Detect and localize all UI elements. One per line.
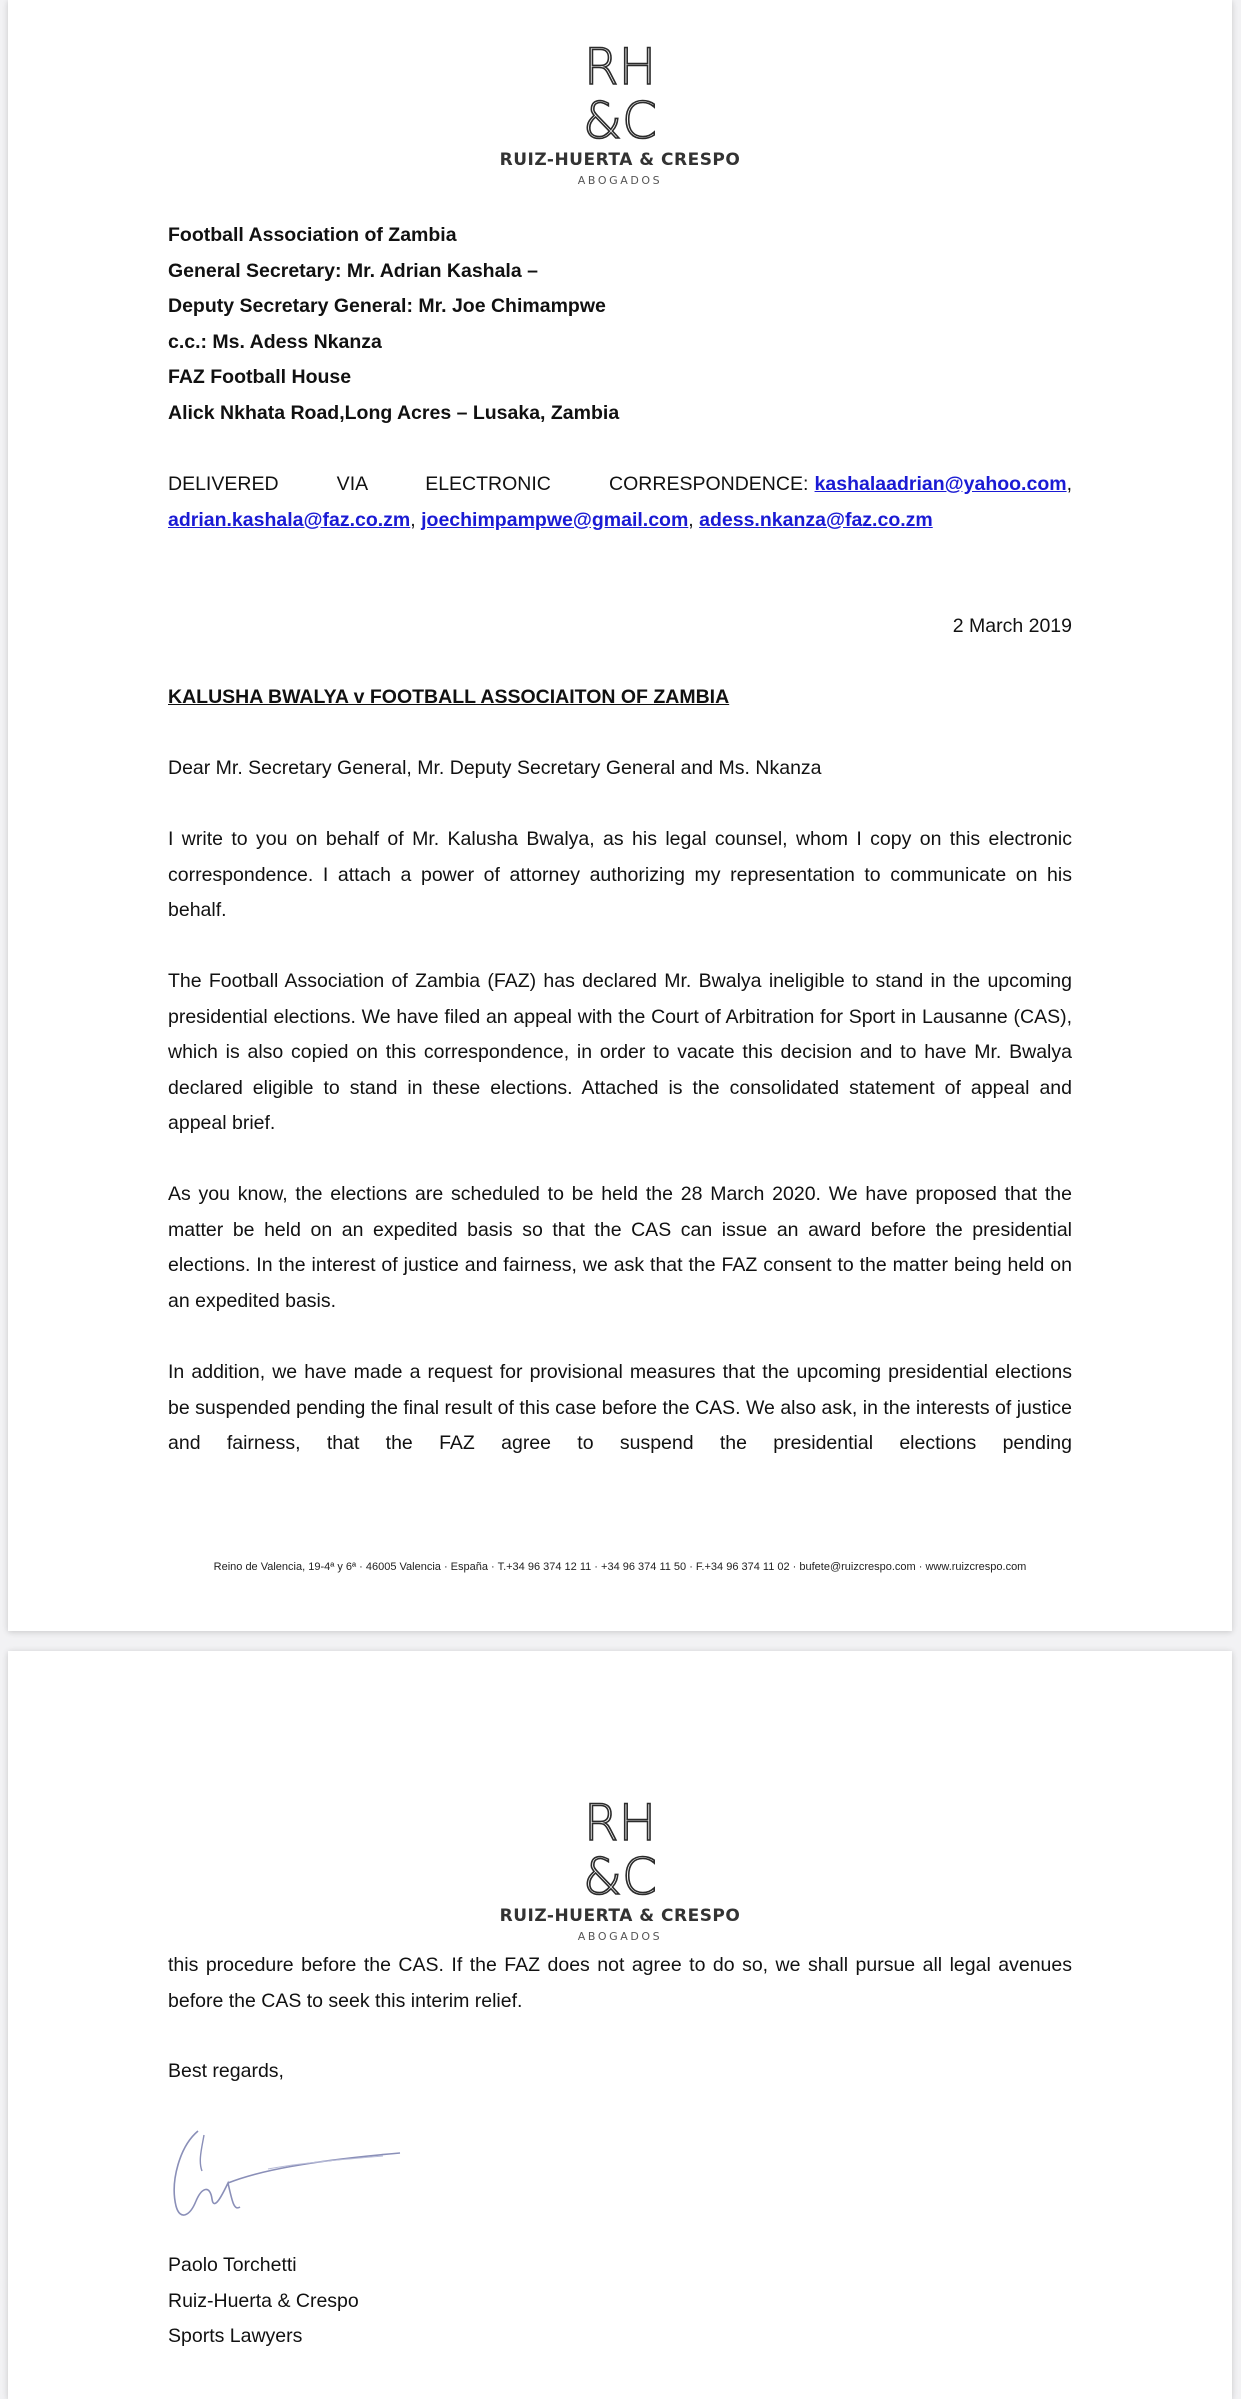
delivery-block: DELIVERED VIA ELECTRONIC CORRESPONDENCE: kashalaadrian@yahoo.com, adrian.kashala@faz.co.zm, joechimpampwe@gmail.com, adess.nkanza@faz.co.zm: [168, 473, 1072, 531]
paragraph-3: As you know, the elections are scheduled to be held the 28 March 2020. We have proposed that the matter be held on an expedited basis so that the CAS can issue an award before the presidential elections. In the interest of justice and fairness, we ask that the FAZ consent to the matter being held on an expedited basis.: [168, 1183, 1072, 1312]
delivery-label: DELIVERED VIA ELECTRONIC CORRESPONDENCE:: [168, 473, 809, 495]
handwritten-signature: [168, 2121, 408, 2236]
email-link-kashala-faz[interactable]: adrian.kashala@faz.co.zm: [168, 508, 411, 531]
salutation: Dear Mr. Secretary General, Mr. Deputy Secretary General and Ms. Nkanza: [168, 757, 822, 779]
signatory-name: Paolo Torchetti: [168, 2254, 297, 2276]
signatory-block: [168, 2248, 1072, 2355]
paragraph-2: The Football Association of Zambia (FAZ) has declared Mr. Bwalya ineligible to stand in the upcoming presidential elections. We have filed an appeal with the Court of Arbitration for Sport in Lausanne (CAS), which is also copied on this correspondence, in order to vacate this decision and to have Mr. Bwalya declared eligible to stand in these elections. Attached is the consolidated statement of appeal and appeal brief.: [168, 970, 1072, 1134]
signatory-title: Sports Lawyers: [168, 2325, 303, 2347]
recipient-line: Deputy Secretary General: Mr. Joe Chimampwe: [168, 295, 606, 317]
letterhead-logo: [8, 38, 1232, 187]
letter-subject: [168, 680, 1072, 716]
email-link-chimpampwe[interactable]: joechimpampwe@gmail.com: [421, 508, 689, 531]
recipient-line: Alick Nkhata Road,Long Acres – Lusaka, Zambia: [168, 401, 620, 424]
recipient-line: Football Association of Zambia: [168, 224, 457, 246]
paragraph-1: I write to you on behalf of Mr. Kalusha Bwalya, as his legal counsel, whom I copy on this electronic correspondence. I attach a power of attorney authorizing my representation to communicate on his behalf.: [168, 828, 1072, 921]
svg-text:&C: &C: [583, 1848, 657, 1898]
email-link-nkanza[interactable]: adess.nkanza@faz.co.zm: [699, 508, 933, 531]
subject-text: KALUSHA BWALYA v FOOTBALL ASSOCIAITON OF ZAMBIA: [168, 686, 730, 708]
letter-page-1: [8, 0, 1232, 1631]
firm-name: RUIZ-HUERTA & CRESPO: [499, 1906, 741, 1926]
letterhead-logo: [8, 1794, 1232, 1943]
firm-name: RUIZ-HUERTA & CRESPO: [499, 150, 741, 170]
continuation-paragraph: this procedure before the CAS. If the FAZ does not agree to do so, we shall pursue all legal avenues before the CAS to seek this interim relief.: [168, 1954, 1072, 2012]
email-link-kashala-yahoo[interactable]: kashalaadrian@yahoo.com: [814, 473, 1067, 495]
letterhead-footer: Reino de Valencia, 19-4ª y 6ª · 46005 Valencia · España · T.+34 96 374 12 11 · +34 96 374 11 50 · F.+34 96 374 11 02 · bufete@ruizcrespo.com · www.ruizcrespo.com: [213, 1561, 1027, 1573]
recipient-line: FAZ Football House: [168, 366, 352, 388]
closing: Best regards,: [168, 2060, 284, 2082]
svg-text:&C: &C: [583, 92, 657, 142]
signature-icon: [168, 2121, 408, 2231]
firm-subtitle: ABOGADOS: [577, 174, 663, 187]
letter-page-2: [8, 1651, 1232, 2399]
firm-subtitle: ABOGADOS: [577, 1930, 663, 1943]
letter-date: 2 March 2019: [952, 615, 1072, 637]
recipient-line: General Secretary: Mr. Adrian Kashala –: [168, 259, 538, 282]
recipient-line: c.c.: Ms. Adess Nkanza: [168, 330, 382, 353]
svg-text:RH: RH: [583, 38, 657, 96]
recipient-address: [168, 218, 1072, 431]
rhc-monogram-icon: [575, 38, 665, 142]
signatory-firm: Ruiz-Huerta & Crespo: [168, 2289, 359, 2312]
svg-text:RH: RH: [583, 1794, 657, 1852]
paragraph-4: In addition, we have made a request for provisional measures that the upcoming presidential elections be suspended pending the final result of this case before the CAS. We also ask, in the interests of justice and fairness, that the FAZ agree to suspend the presidential elections pending: [168, 1361, 1072, 1454]
rhc-monogram-icon: [575, 1794, 665, 1898]
